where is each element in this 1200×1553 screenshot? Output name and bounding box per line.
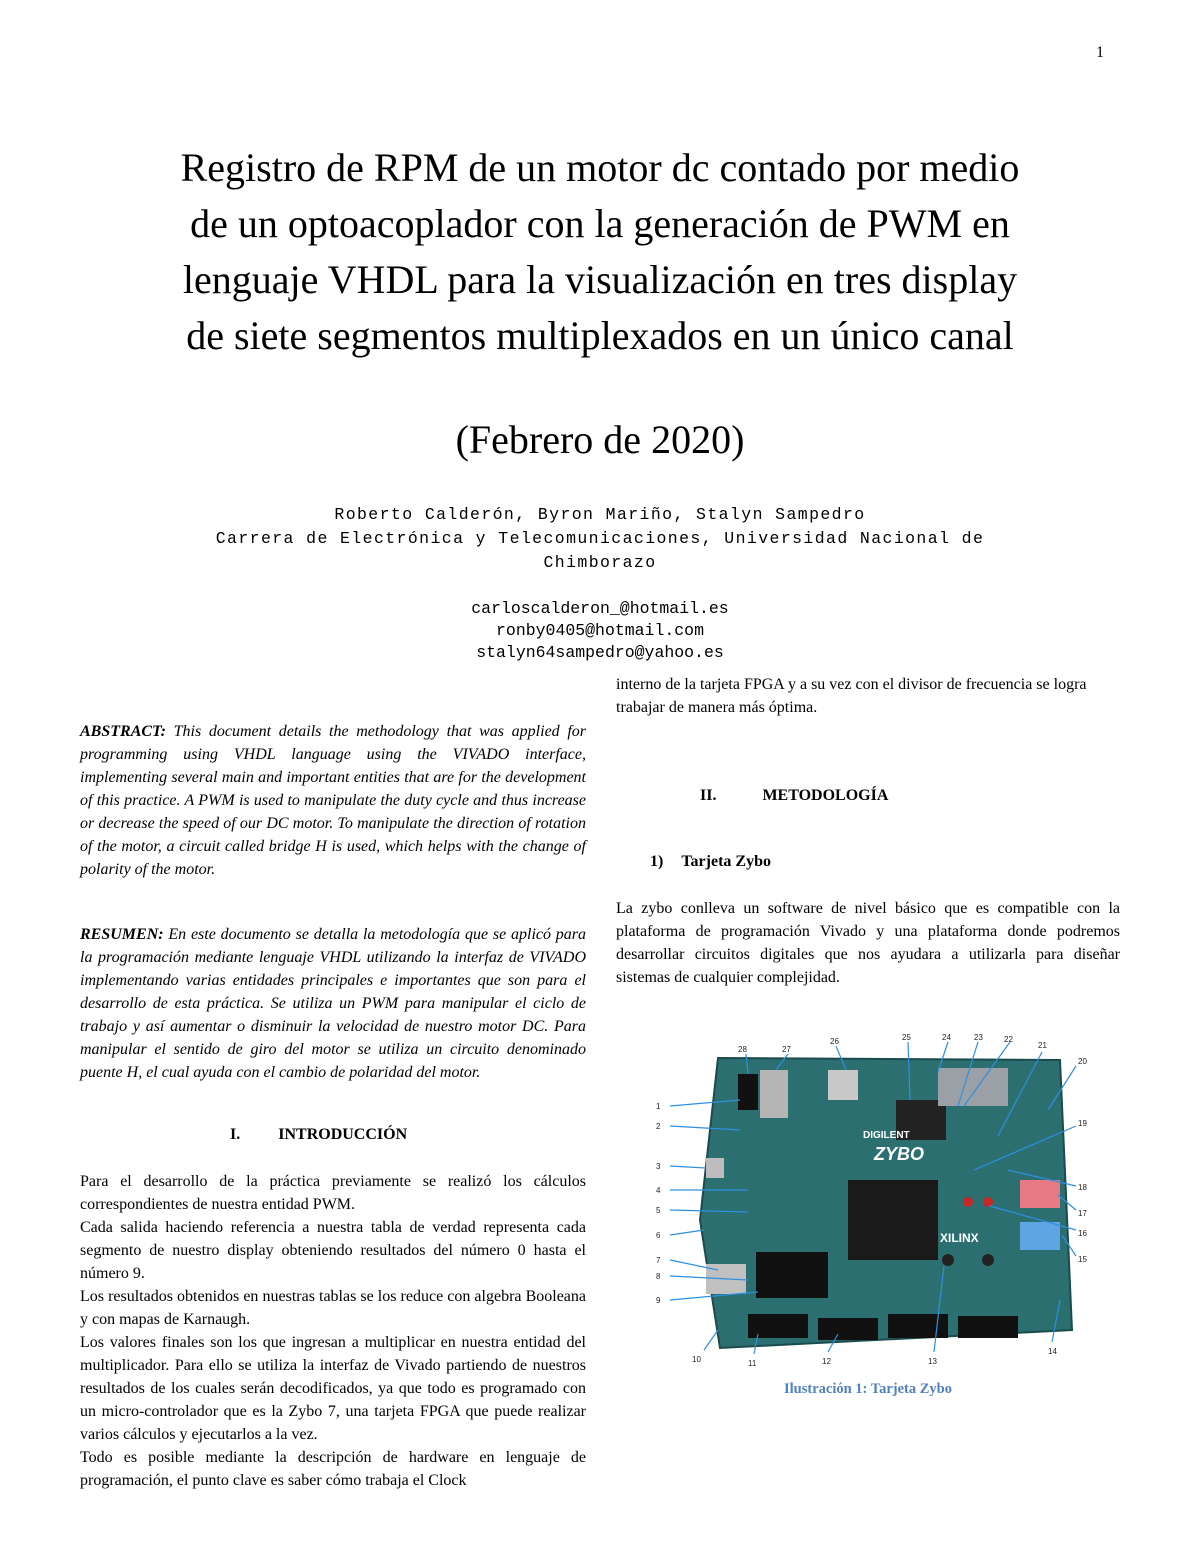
author-block [100, 503, 1100, 575]
callout-label: 23 [974, 1033, 983, 1042]
audio-jack-pink [1020, 1180, 1060, 1208]
page-number: 1 [1096, 44, 1104, 61]
callout-label: 2 [656, 1122, 661, 1131]
paper-date: (Febrero de 2020) [455, 417, 745, 462]
intro-body [80, 1170, 586, 1492]
section-number: I. [230, 1126, 241, 1143]
zybo-board-figure [648, 1030, 1106, 1370]
callout-label: 9 [656, 1296, 661, 1305]
section-title: METODOLOGÍA [762, 787, 889, 804]
section-heading-metodologia [700, 787, 934, 805]
callout-label: 13 [928, 1357, 937, 1366]
affiliation: Chimborazo [543, 553, 657, 572]
pmod-connector [748, 1314, 808, 1338]
callout-label: 4 [656, 1186, 661, 1195]
paper-title [60, 140, 1140, 364]
callout-label: 7 [656, 1256, 661, 1265]
paragraph: Para el desarrollo de la práctica previamente se realizó los cálculos correspondientes de nuestra entidad PWM. [80, 1173, 586, 1213]
usb-port [706, 1158, 724, 1178]
paragraph: Todo es posible mediante la descripción de hardware en lenguaje de programación, el punto clave es saber cómo trabaja el Clock [80, 1449, 586, 1489]
subsection-title: Tarjeta Zybo [681, 853, 771, 870]
resumen-label: RESUMEN: [80, 926, 164, 943]
title-line: de un optoacoplador con la generación de PWM en [190, 201, 1010, 246]
callout-label: 3 [656, 1162, 661, 1171]
subsection-heading-zybo [650, 853, 789, 871]
callout-label: 15 [1078, 1255, 1087, 1264]
callout-label: 5 [656, 1206, 661, 1215]
title-line: de siete segmentos multiplexados en un único canal [186, 313, 1014, 358]
callout-label: 12 [822, 1357, 831, 1366]
vga-port [938, 1068, 1008, 1106]
paragraph: Los resultados obtenidos en nuestras tablas se los reduce con algebra Booleana y con mapas de Karnaugh. [80, 1288, 586, 1328]
callout-label: 20 [1078, 1057, 1087, 1066]
push-button-red [983, 1197, 993, 1207]
callout-label: 17 [1078, 1209, 1087, 1218]
abstract-text: This document details the methodology that was applied for programming using VHDL language using the VIVADO interface, implementing several main and important entities that are for the development of this practice. A PWM is used to manipulate the duty cycle and thus increase or decrease the speed of our DC motor. To manipulate the direction of rotation of the motor, a circuit called bridge H is used, which helps with the change of polarity of the motor. [80, 723, 587, 878]
callout-label: 6 [656, 1231, 661, 1240]
resumen-text: En este documento se detalla la metodología que se aplicó para la programación mediante lenguaje VHDL utilizando la interfaz de VIVADO implementando varias entidades principales e importantes que son para el desarrollo de esta práctica. Se utiliza un PWM para manipular el ciclo de trabajo y así aumentar o disminuir la velocidad de nuestro motor DC. Para manipular el sentido de giro del motor se utiliza un circuito denominado puente H, el cual ayuda con el cambio de polaridad del motor. [80, 926, 587, 1081]
intro-continued: interno de la tarjeta FPGA y a su vez con el divisor de frecuencia se logra trabajar de manera más óptima. [616, 676, 1087, 716]
callout-label: 25 [902, 1033, 911, 1042]
callout-label: 19 [1078, 1119, 1087, 1128]
resumen [80, 923, 586, 1084]
email-list [100, 598, 1100, 664]
paragraph: Cada salida haciendo referencia a nuestra tabla de verdad representa cada segmento de nuestro display obteniendo resultados del número 0 hasta el número 9. [80, 1219, 586, 1282]
callout-label: 22 [1004, 1035, 1013, 1044]
callout-label: 24 [942, 1033, 951, 1042]
callout-label: 21 [1038, 1041, 1047, 1050]
figure-caption: Ilustración 1: Tarjeta Zybo [784, 1381, 952, 1397]
title-line: Registro de RPM de un motor dc contado por medio [180, 145, 1020, 190]
board-name-label: ZYBO [874, 1144, 925, 1164]
hdmi-port [828, 1070, 858, 1100]
pmod-connector [958, 1316, 1018, 1338]
affiliation: Carrera de Electrónica y Telecomunicaciones, Universidad Nacional de [215, 529, 985, 548]
switch-bank [756, 1252, 828, 1298]
email: stalyn64sampedro@yahoo.es [476, 643, 724, 662]
chip-brand-label: XILINX [940, 1231, 979, 1245]
push-button [942, 1254, 954, 1266]
callout-label: 28 [738, 1045, 747, 1054]
abstract-label: ABSTRACT: [80, 723, 166, 740]
ethernet-port [760, 1070, 788, 1118]
section-title: INTRODUCCIÓN [278, 1126, 408, 1143]
push-button [982, 1254, 994, 1266]
callout-label: 16 [1078, 1229, 1087, 1238]
pmod-connector [818, 1318, 878, 1340]
callout-label: 26 [830, 1037, 839, 1046]
power-jack [738, 1074, 758, 1110]
callout-label: 8 [656, 1272, 661, 1281]
author-names: Roberto Calderón, Byron Mariño, Stalyn Sampedro [334, 505, 866, 524]
callout-label: 18 [1078, 1183, 1087, 1192]
title-line: lenguaje VHDL para la visualización en tres display [182, 257, 1018, 302]
callout-label: 10 [692, 1355, 701, 1364]
callout-label: 11 [748, 1359, 757, 1368]
board-brand-label: DIGILENT [863, 1130, 910, 1141]
paragraph: Los valores finales son los que ingresan a multiplicar en nuestra entidad del multiplicador. Para ello se utiliza la interfaz de Vivado partiendo de nuestros resultados de los cuales serán decodificados, ya que todo es programado con un micro-controlador que es la Zybo 7, una tarjeta FPGA que puede realizar varios cálculos y ejecutarlos a la vez. [80, 1334, 586, 1443]
audio-jack-blue [1020, 1222, 1060, 1250]
zybo-paragraph: La zybo conlleva un software de nivel básico que es compatible con la plataforma de programación Vivado y una plataforma donde podremos desarrollar circuitos digitales que nos ayudara a utilizarla para diseñar sistemas de cualquier complejidad. [616, 900, 1120, 986]
subsection-number: 1) [650, 853, 664, 870]
abstract [80, 720, 586, 881]
callout-label: 27 [782, 1045, 791, 1054]
section-heading-introduccion [230, 1126, 470, 1144]
callout-label: 1 [656, 1102, 661, 1111]
email: carloscalderon_@hotmail.es [471, 599, 729, 618]
pmod-connector [888, 1314, 948, 1338]
email: ronby0405@hotmail.com [496, 621, 704, 640]
fpga-chip [848, 1180, 938, 1260]
callout-label: 14 [1048, 1347, 1057, 1356]
section-number: II. [700, 787, 717, 804]
push-button-red [963, 1197, 973, 1207]
